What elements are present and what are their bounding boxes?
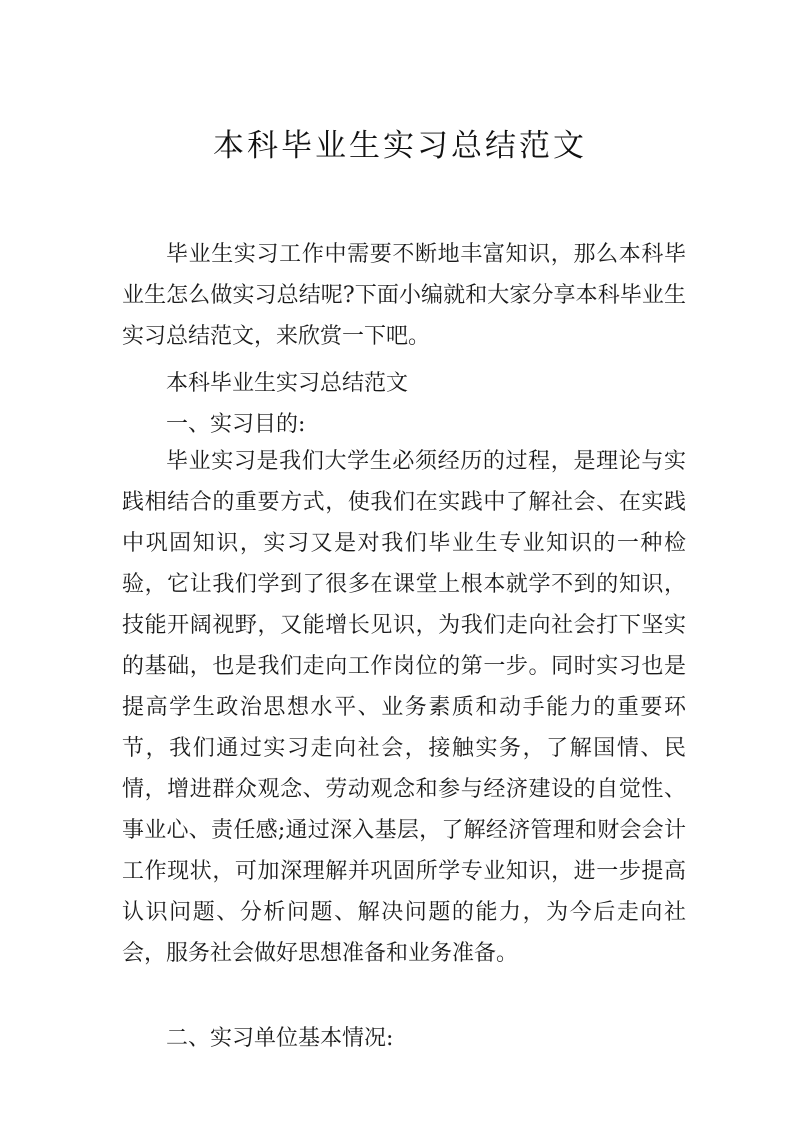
section-one-heading [122,404,686,445]
intro-paragraph [122,234,686,357]
section-one-body-text: 毕业实习是我们大学生必须经历的过程，是理论与实践相结合的重要方式，使我们在实践中了解社会、在实践中巩固知识，实习又是对我们毕业生专业知识的一种检验，它让我们学到了很多在课堂上根本就学不到的知识，技能开阔视野，又能增长见识，为我们走向社会打下坚实的基础，也是我们走向工作岗位的第一步。同时实习也是提高学生政治思想水平、业务素质和动手能力的重要环节，我们通过实习走向社会，接触实务，了解国情、民情，增进群众观念、劳动观念和参与经济建设的自觉性、事业心、责任感;通过深入基层，了解经济管理和财会会计工作现状，可加深理解并巩固所学专业知识，进一步提高认识问题、分析问题、解决问题的能力，为今后走向社会，服务社会做好思想准备和业务准备。 [122,449,686,966]
section-two-heading-text: 二、实习单位基本情况: [166,1026,394,1051]
document-title: 本科毕业生实习总结范文 [213,128,587,164]
subtitle-text: 本科毕业生实习总结范文 [166,371,409,396]
intro-text: 毕业生实习工作中需要不断地丰富知识，那么本科毕业生怎么做实习总结呢?下面小编就和大家分享本科毕业生实习总结范文，来欣赏一下吧。 [122,242,686,349]
subtitle-paragraph [122,363,686,404]
section-one-body [122,441,686,974]
section-two-heading [122,1018,686,1059]
section-one-heading-text: 一、实习目的: [166,412,306,437]
